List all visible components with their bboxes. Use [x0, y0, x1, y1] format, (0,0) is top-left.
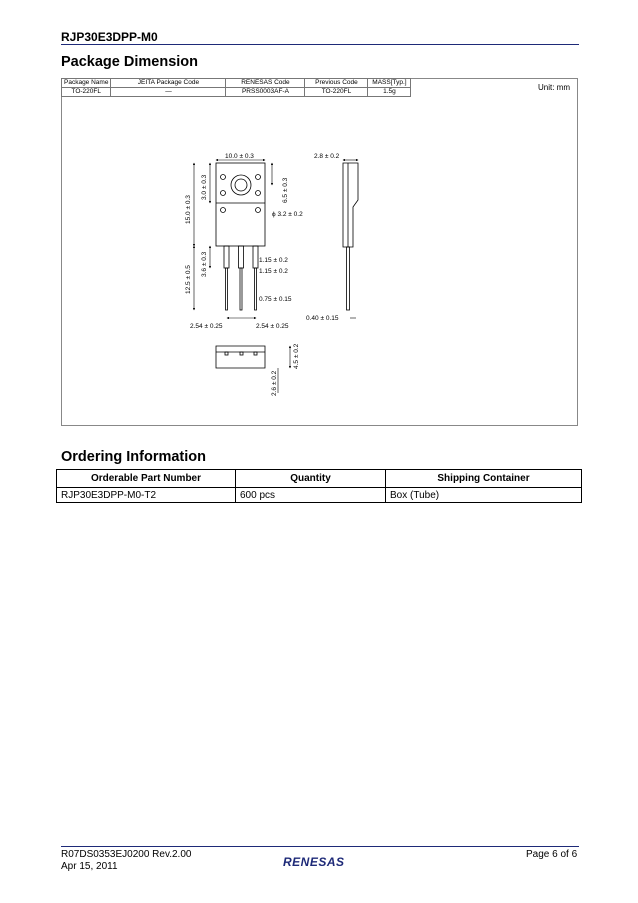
package-dimension-heading: Package Dimension: [61, 54, 198, 70]
dim-lead-shoulder: 3.6 ± 0.3: [201, 251, 208, 277]
ordering-header-row: [57, 470, 582, 488]
dim-hole-top: 3.0 ± 0.3: [201, 174, 208, 200]
package-body-side: [343, 163, 358, 247]
package-body-front: [216, 163, 265, 246]
ordering-col-container: Shipping Container: [386, 470, 582, 488]
dim-hole-center: 6.5 ± 0.3: [282, 177, 289, 203]
ordering-heading: Ordering Information: [61, 449, 206, 465]
package-body-bottom: [216, 346, 265, 368]
package-drawing: [0, 0, 638, 440]
ordering-col-quantity: Quantity: [236, 470, 386, 488]
document-part-number: RJP30E3DPP-M0: [61, 30, 158, 44]
ordering-cell-quantity: 600 pcs: [236, 488, 386, 503]
footer-page: Page 6 of 6: [526, 849, 578, 860]
dim-bottom-height: 4.5 ± 0.2: [293, 343, 300, 369]
dim-lead-width-1: 1.15 ± 0.2: [259, 257, 288, 264]
pkg-cell-mass: 1.5g: [368, 88, 411, 97]
dim-bottom-width: 2.6 ± 0.2: [271, 370, 278, 396]
ordering-cell-part: RJP30E3DPP-M0-T2: [57, 488, 236, 503]
dim-body-width: 10.0 ± 0.3: [225, 153, 254, 160]
pkg-cell-previous: TO-220FL: [305, 88, 368, 97]
pkg-header-renesas: RENESAS Code: [226, 79, 305, 88]
dim-lead-width-3: 0.75 ± 0.15: [259, 296, 292, 303]
pkg-header-previous: Previous Code: [305, 79, 368, 88]
footer-date: Apr 15, 2011: [61, 861, 118, 872]
footer-rule: [61, 846, 579, 847]
pkg-header-name: Package Name: [62, 79, 111, 88]
dim-side-thickness: 2.8 ± 0.2: [314, 153, 340, 160]
ordering-cell-container: Box (Tube): [386, 488, 582, 503]
dim-hole-diameter: ϕ 3.2 ± 0.2: [272, 211, 303, 218]
pkg-header-mass: MASS[Typ.]: [368, 79, 411, 88]
table-row: [57, 488, 582, 503]
dim-lead-length: 12.5 ± 0.5: [185, 265, 192, 294]
dim-lead-thickness: 0.40 ± 0.15: [306, 315, 339, 322]
ordering-col-part: Orderable Part Number: [57, 470, 236, 488]
dim-body-height: 15.0 ± 0.3: [185, 195, 192, 224]
mounting-hole: [231, 175, 251, 195]
dim-pitch-2: 2.54 ± 0.25: [256, 323, 289, 330]
ordering-table: [56, 469, 582, 503]
renesas-logo: RENESAS: [283, 855, 345, 869]
pkg-cell-renesas: PRSS0003AF-A: [226, 88, 305, 97]
pkg-header-jeita: JEITA Package Code: [111, 79, 226, 88]
pkg-cell-jeita: —: [111, 88, 226, 97]
dim-lead-width-2: 1.15 ± 0.2: [259, 268, 288, 275]
pkg-cell-name: TO-220FL: [62, 88, 111, 97]
dim-pitch-1: 2.54 ± 0.25: [190, 323, 223, 330]
footer-doc-number: R07DS0353EJ0200 Rev.2.00: [61, 849, 192, 860]
unit-label: Unit: mm: [538, 83, 570, 92]
